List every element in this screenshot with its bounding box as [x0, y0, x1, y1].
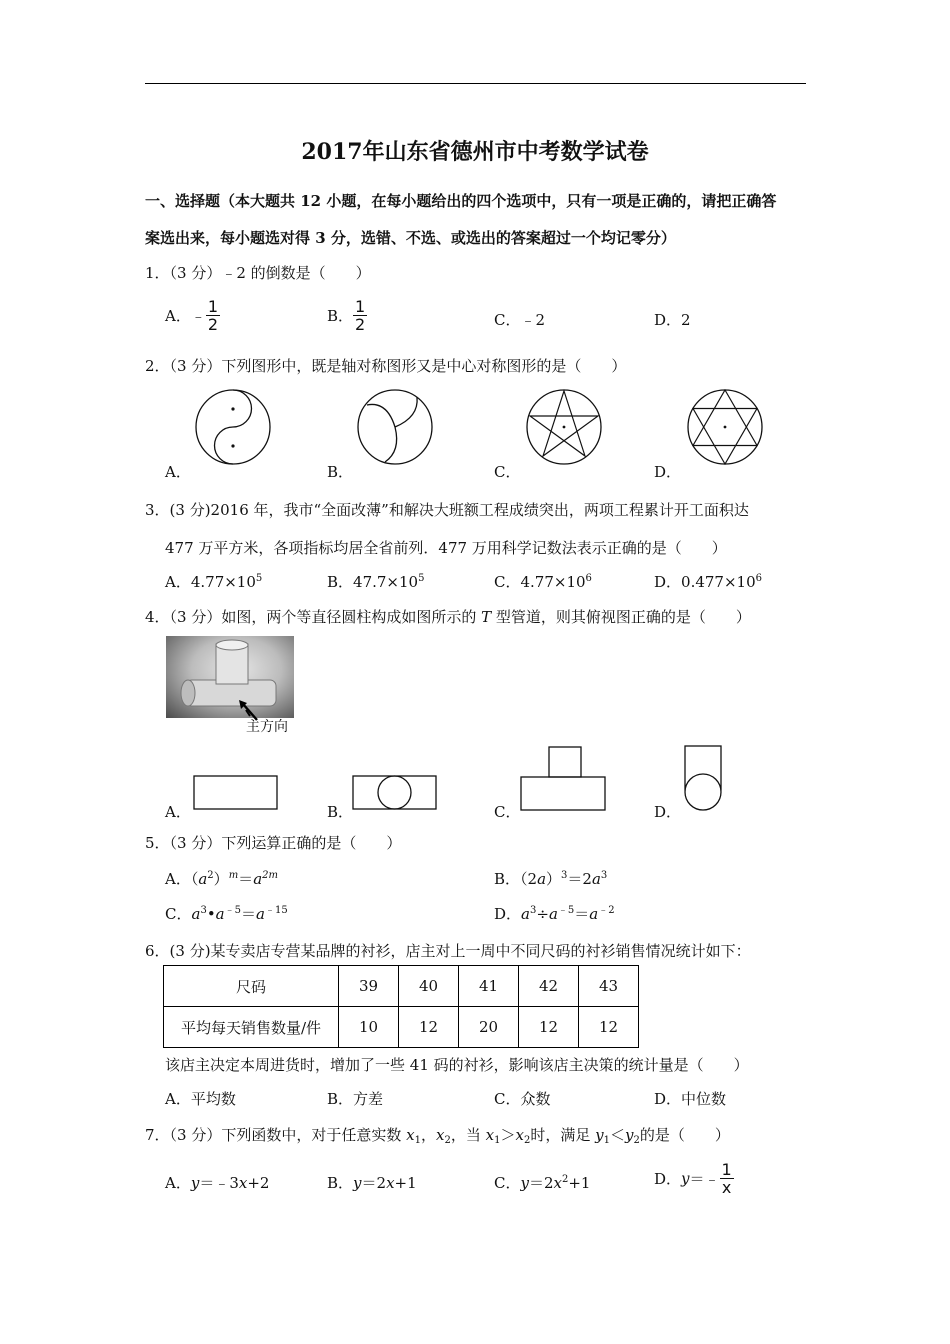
q4-view-a-rectangle — [193, 775, 279, 811]
q7-d-eq: ＝﹣ — [689, 1170, 720, 1188]
q7-d-den: x — [721, 1178, 732, 1197]
q5-d-base2: a — [548, 905, 558, 923]
q7-x1b: x — [485, 1126, 495, 1144]
table-cell: 40 — [399, 966, 459, 1007]
q7-sub2b: 2 — [523, 1135, 531, 1146]
q7-c-x: x — [553, 1174, 562, 1192]
q4-option-a[interactable]: A． — [165, 803, 191, 821]
q4-stem-pre: 4．（3 分）如图，两个等直径圆柱构成如图所示的 — [145, 608, 482, 626]
q1-a-label: A． — [165, 307, 191, 325]
q3-option-c[interactable] — [494, 571, 592, 592]
hexagram-circle-icon — [687, 389, 763, 465]
q7-d-label: D． — [654, 1170, 682, 1188]
q1-b-fraction — [353, 298, 367, 333]
q5-option-d[interactable] — [494, 903, 615, 924]
q5-d-eq: ＝ — [574, 905, 590, 923]
q7-a-label: A． — [165, 1174, 191, 1192]
q5-option-a[interactable] — [165, 868, 278, 889]
q7-x1: x — [406, 1126, 415, 1144]
q5-c-base: a — [191, 905, 201, 923]
q5-b-e2: 3 — [600, 870, 608, 881]
q4-stem — [145, 606, 751, 627]
q4-view-d-tube-circle — [682, 745, 724, 813]
header-rule — [145, 83, 806, 84]
q3-d-text: D．0.477×10 — [654, 573, 756, 591]
q3-c-exp: 6 — [585, 573, 592, 584]
q3-c-text: C．4.77×10 — [494, 573, 586, 591]
q7-x2: x — [435, 1126, 445, 1144]
t-pipe-photo — [166, 636, 294, 718]
q7-sub2c: 2 — [633, 1135, 640, 1146]
section-heading-line1: 一、选择题（本大题共 12 小题，在每小题给出的四个选项中，只有一项是正确的，请把正确答 — [145, 192, 777, 210]
q3-b-exp: 5 — [418, 573, 425, 584]
q2-option-c[interactable]: C． — [494, 463, 521, 481]
q5-d-div: ÷ — [536, 905, 549, 923]
q7-stem-2: ，当 — [450, 1126, 486, 1144]
q7-c-label: C． — [494, 1174, 521, 1192]
q4-option-d[interactable]: D． — [654, 803, 682, 821]
yin-yang-circle-icon — [195, 389, 271, 465]
q7-b-y: y — [353, 1174, 362, 1192]
q5-option-b[interactable] — [494, 868, 607, 889]
q5-b-base2: a — [591, 870, 601, 888]
q6-option-a[interactable]: A．平均数 — [165, 1090, 236, 1108]
q5-c-e1: 3 — [200, 905, 207, 916]
q3-d-exp: 6 — [755, 573, 762, 584]
q7-option-b[interactable] — [327, 1172, 417, 1193]
q6-option-d[interactable]: D．中位数 — [654, 1090, 727, 1108]
q1-a-fraction — [206, 298, 220, 333]
q7-b-label: B． — [327, 1174, 354, 1192]
q1-option-b[interactable] — [327, 298, 367, 333]
q3-option-a[interactable] — [165, 571, 262, 592]
page-title: 2017年山东省德州市中考数学试卷 — [301, 139, 649, 165]
q1-a-sign: ﹣ — [190, 307, 206, 325]
q2-stem: 2．（3 分）下列图形中，既是轴对称图形又是中心对称图形的是（ ） — [145, 357, 627, 375]
table-cell: 12 — [579, 1007, 639, 1048]
q5-b-label: B．（2 — [494, 870, 538, 888]
q5-a-e2: m — [228, 870, 239, 881]
q5-d-label: D． — [494, 905, 522, 923]
q6-stem: 6．(3 分)某专卖店专营某品牌的衬衫，店主对上一周中不同尺码的衬衫销售情况统计如下： — [145, 942, 751, 960]
q1-option-a[interactable] — [165, 298, 220, 333]
q7-c-y: y — [520, 1174, 529, 1192]
q5-a-e3: 2m — [262, 870, 278, 881]
q7-d-fraction — [720, 1161, 734, 1196]
q7-sub1c: 1 — [603, 1135, 610, 1146]
q1-b-den: 2 — [355, 315, 366, 334]
q7-y2: y — [624, 1126, 634, 1144]
q4-view-b-rect-circle — [352, 775, 438, 811]
q7-d-num: 1 — [721, 1160, 732, 1179]
q5-b-e1: 3 — [561, 870, 568, 881]
q4-stem-t: T — [481, 608, 492, 626]
q3-stem-line2: 477 万平方米，各项指标均居全省前列．477 万用科学记数法表示正确的是（ ） — [165, 539, 727, 557]
q4-stem-post: 型管道，则其俯视图正确的是（ ） — [491, 608, 751, 626]
table-cell: 平均每天销售数量/件 — [164, 1007, 339, 1048]
q7-sub1: 1 — [414, 1135, 421, 1146]
q2-option-b[interactable]: B． — [327, 463, 354, 481]
q5-d-e3: ﹣2 — [598, 905, 615, 916]
q5-a-eq: ＝ — [238, 870, 254, 888]
q5-c-e2: ﹣5 — [224, 905, 241, 916]
q5-d-e2: ﹣5 — [557, 905, 575, 916]
q5-d-base: a — [521, 905, 530, 923]
table-cell: 10 — [339, 1007, 399, 1048]
q5-c-base2: a — [215, 905, 225, 923]
q6-after-text: 该店主决定本周进货时，增加了一些 41 码的衬衫，影响该店主决策的统计量是（ ） — [165, 1056, 749, 1074]
q5-c-label: C． — [165, 905, 192, 923]
q6-option-b[interactable]: B．方差 — [327, 1090, 384, 1108]
table-cell: 20 — [459, 1007, 519, 1048]
q6-option-c[interactable]: C．众数 — [494, 1090, 551, 1108]
q3-option-d[interactable] — [654, 571, 762, 592]
q5-b-mid: ） — [546, 870, 562, 888]
q3-a-text: A．4.77×10 — [165, 573, 256, 591]
q4-option-c[interactable]: C． — [494, 803, 521, 821]
table-cell: 12 — [519, 1007, 579, 1048]
q3-stem-line1: 3．(3 分)2016 年，我市“全面改薄”和解决大班额工程成绩突出，两项工程累计开工面积达 — [145, 501, 749, 519]
q6-table — [163, 965, 639, 1048]
q4-view-c-t-shape — [520, 746, 606, 812]
q7-a-x: x — [238, 1174, 248, 1192]
q5-c-dot: • — [206, 905, 216, 923]
table-row — [164, 1007, 639, 1048]
q5-c-base3: a — [256, 905, 265, 923]
q1-stem: 1．（3 分）﹣2 的倒数是（ ） — [145, 264, 371, 282]
q5-a-base2: a — [253, 870, 263, 888]
q7-a-tail: +2 — [247, 1174, 270, 1192]
q1-b-label: B． — [327, 307, 354, 325]
q5-a-base: a — [198, 870, 208, 888]
photo-direction-label: 主方向 — [246, 719, 288, 735]
q1-option-c[interactable]: C．﹣2 — [494, 311, 546, 329]
q7-a-y: y — [190, 1174, 200, 1192]
q5-stem: 5．（3 分）下列运算正确的是（ ） — [145, 834, 402, 852]
q3-a-exp: 5 — [255, 573, 263, 584]
q7-sub2: 2 — [444, 1135, 451, 1146]
q7-d-y: y — [681, 1169, 690, 1188]
q7-comma: ， — [420, 1126, 436, 1144]
q5-b-eq: ＝2 — [567, 870, 592, 888]
q7-b-eq: ＝2 — [361, 1174, 387, 1192]
pentagram-circle-icon — [526, 389, 602, 465]
table-cell: 尺码 — [164, 966, 339, 1007]
q5-c-e3: ﹣15 — [264, 905, 288, 916]
q7-stem-3: 时，满足 — [530, 1126, 596, 1144]
q2-option-a[interactable]: A． — [165, 463, 191, 481]
q5-a-e1: 2 — [207, 870, 214, 881]
q5-c-eq: ＝ — [241, 905, 257, 923]
q7-c-exp: 2 — [561, 1174, 569, 1185]
q5-option-c[interactable] — [165, 903, 288, 924]
q4-option-b[interactable]: B． — [327, 803, 354, 821]
q7-c-eq: ＝2 — [528, 1174, 554, 1192]
table-cell: 42 — [519, 966, 579, 1007]
q7-option-a[interactable] — [165, 1172, 269, 1193]
q3-option-b[interactable] — [327, 571, 424, 592]
table-cell: 43 — [579, 966, 639, 1007]
q1-b-num: 1 — [355, 297, 366, 316]
q7-stem-4: 的是（ ） — [639, 1126, 730, 1144]
q7-c-tail: +1 — [568, 1174, 591, 1192]
table-cell: 12 — [399, 1007, 459, 1048]
q3-b-text: B．47.7×10 — [327, 573, 419, 591]
section-heading-line2: 案选出来，每小题选对得 3 分，选错、不选、或选出的答案超过一个均记零分） — [145, 229, 676, 247]
q7-stem-1: 7．（3 分）下列函数中，对于任意实数 — [145, 1126, 407, 1144]
q7-option-c[interactable] — [494, 1172, 590, 1193]
q1-a-den: 2 — [207, 315, 219, 334]
q1-option-d[interactable]: D．2 — [654, 311, 691, 329]
q1-a-num: 1 — [207, 297, 219, 316]
q2-option-d[interactable]: D． — [654, 463, 682, 481]
q7-lt: ＜ — [609, 1126, 625, 1144]
q7-gt: ＞ — [500, 1126, 516, 1144]
q7-a-eq: ＝﹣3 — [199, 1174, 239, 1192]
q7-b-x: x — [386, 1174, 395, 1192]
three-swirl-circle-icon — [357, 389, 433, 465]
q7-y1: y — [595, 1126, 604, 1144]
q7-b-tail: +1 — [394, 1174, 417, 1192]
q5-d-base3: a — [589, 905, 599, 923]
table-cell: 39 — [339, 966, 399, 1007]
q7-x2b: x — [515, 1126, 524, 1144]
q7-sub1b: 1 — [494, 1135, 501, 1146]
q5-a-mid: ） — [213, 870, 229, 888]
q5-b-base: a — [537, 870, 547, 888]
q7-stem — [145, 1124, 730, 1145]
table-row — [164, 966, 639, 1007]
q5-a-label: A．（ — [165, 870, 199, 888]
q5-d-e1: 3 — [529, 905, 537, 916]
t-pipe-drawing — [166, 636, 294, 718]
table-cell: 41 — [459, 966, 519, 1007]
q7-option-d[interactable] — [654, 1161, 734, 1196]
